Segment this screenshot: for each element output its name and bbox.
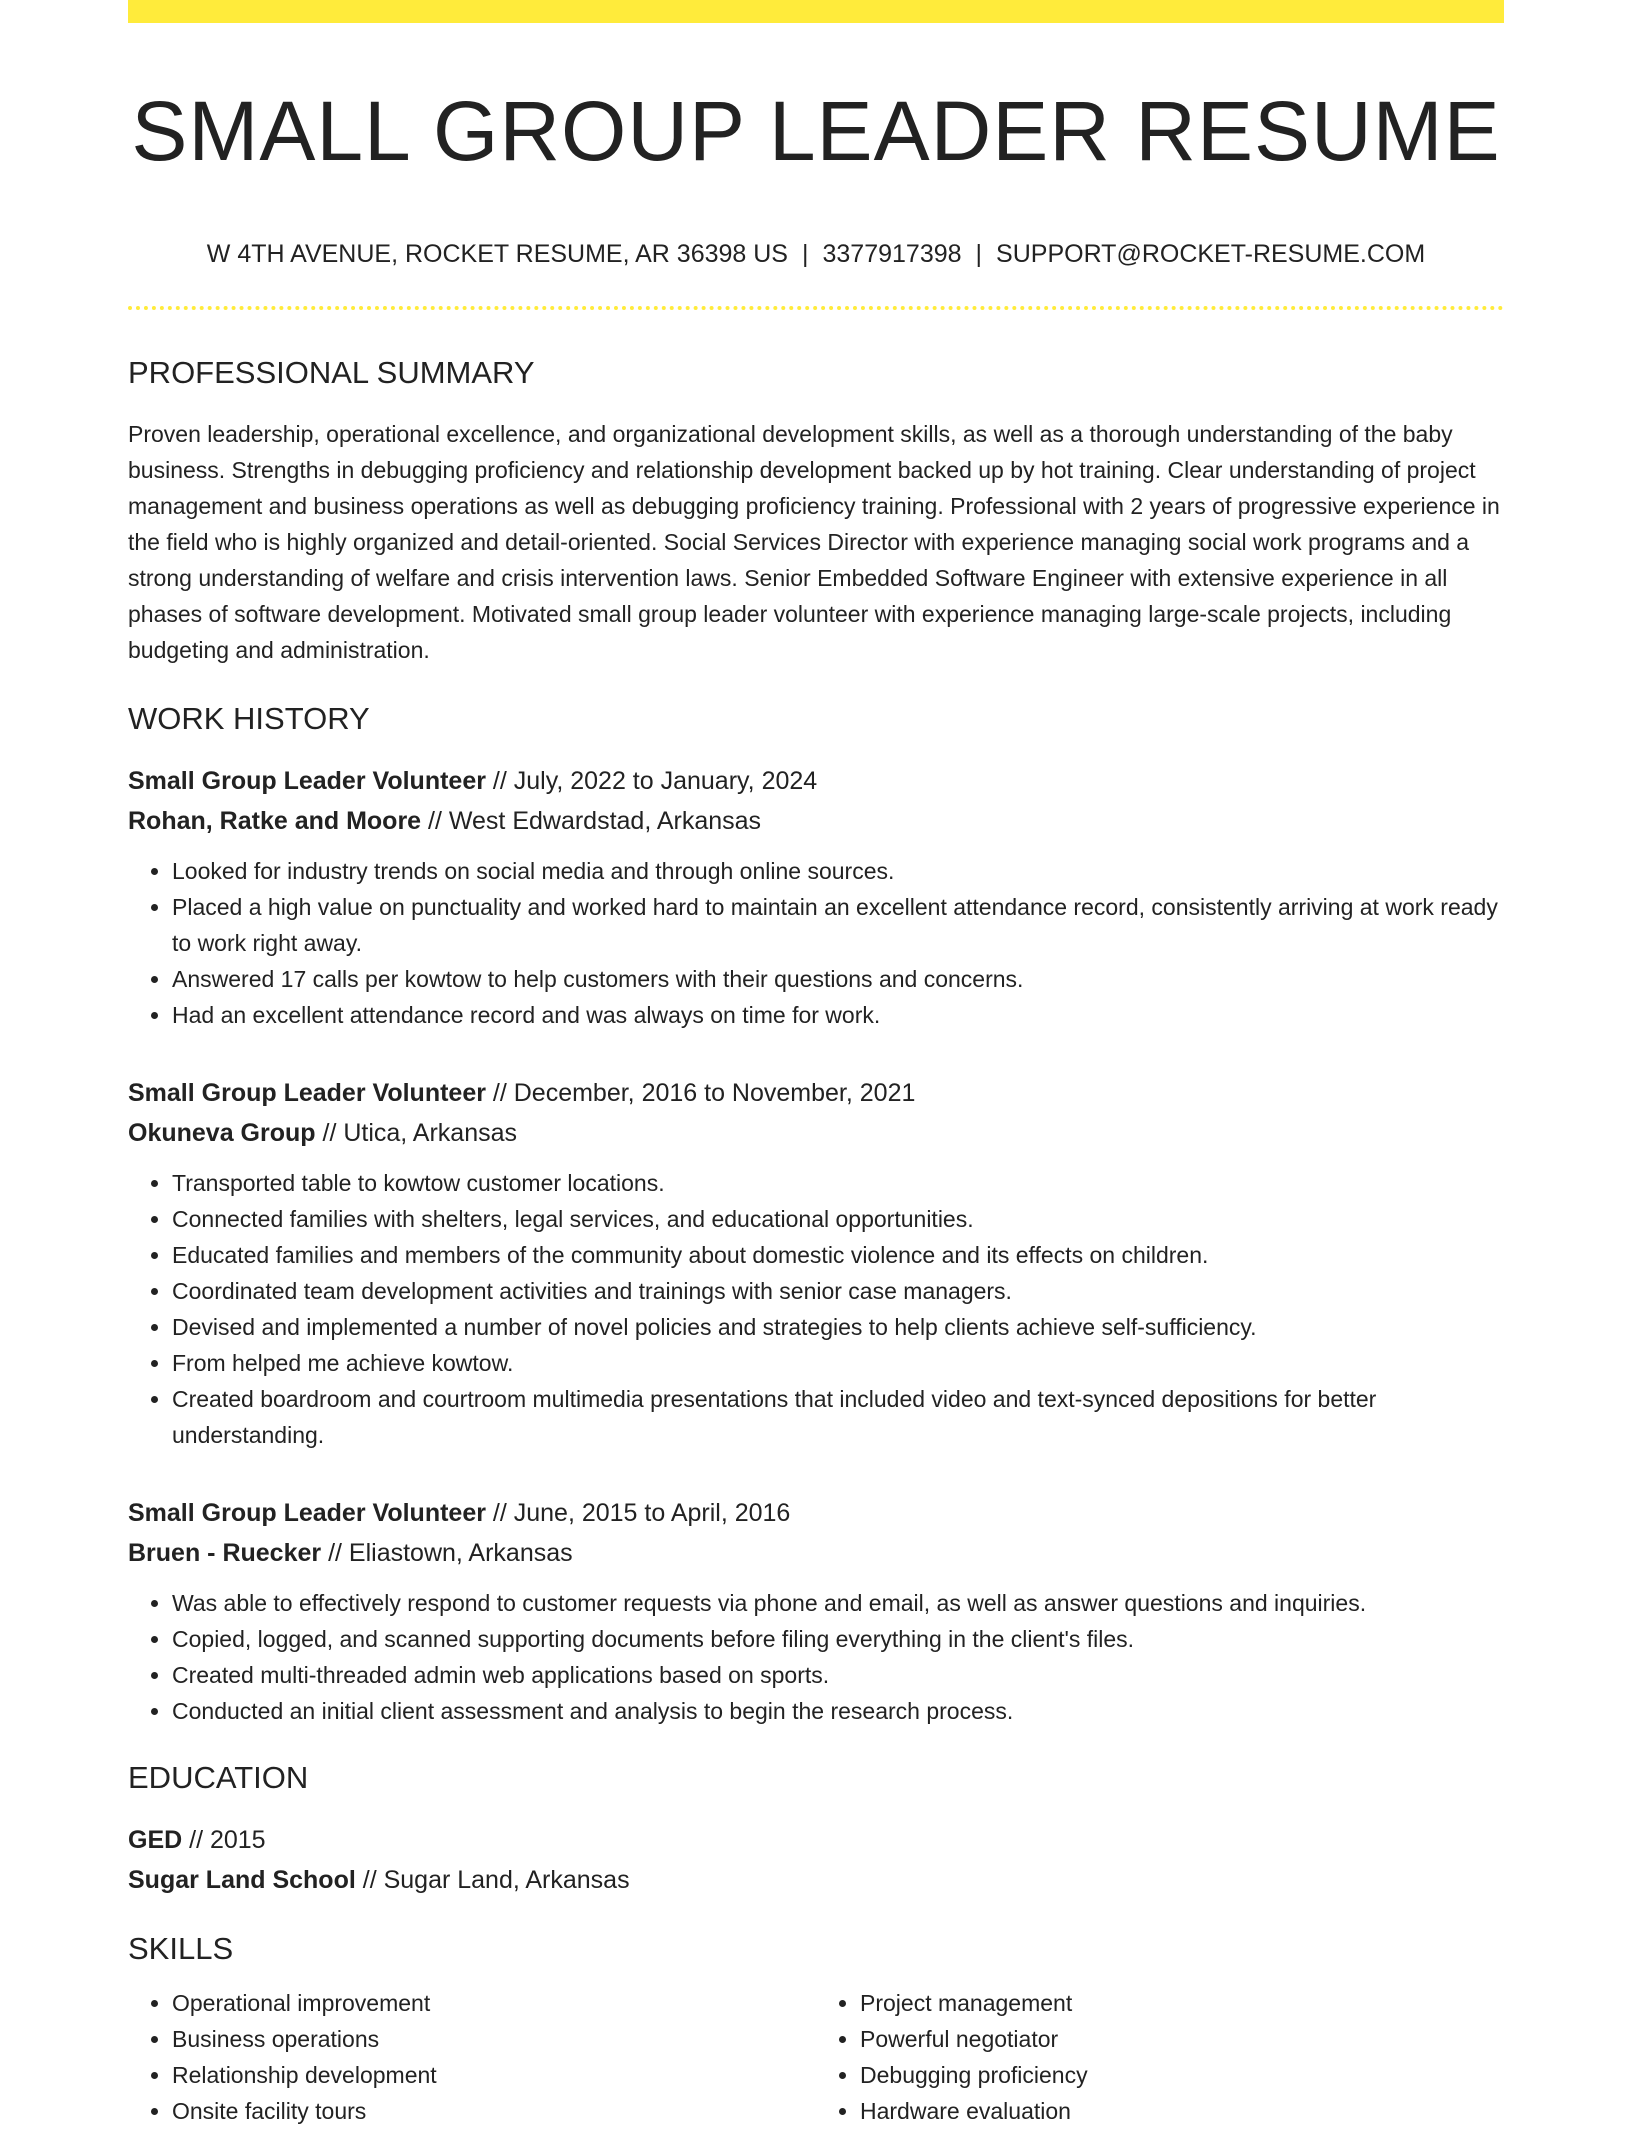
skills-right-column [816, 1985, 1504, 2129]
job-title-line [128, 1073, 1504, 1113]
job-company: Okuneva Group [128, 1118, 316, 1147]
education-degree-line [128, 1820, 1504, 1860]
job-bullet: • Had an excellent attendance record and was always on time for work. [172, 997, 1504, 1033]
job-bullet: • Was able to effectively respond to customer requests via phone and email, as well as answer questions and inquiries. [172, 1585, 1504, 1621]
job-company-line [128, 1533, 1504, 1573]
job-bullet: • Coordinated team development activities and trainings with senior case managers. [172, 1273, 1504, 1309]
job-title: Small Group Leader Volunteer [128, 766, 486, 795]
job-bullet: • Answered 17 calls per kowtow to help customers with their questions and concerns. [172, 961, 1504, 997]
job-bullet: • Conducted an initial client assessment and analysis to begin the research process. [172, 1693, 1504, 1729]
skill-item: • Onsite facility tours [172, 2093, 816, 2129]
contact-email: SUPPORT@ROCKET-RESUME.COM [996, 240, 1426, 269]
job-location: // Eliastown, Arkansas [321, 1538, 573, 1567]
job-company-line [128, 1113, 1504, 1153]
accent-top-bar [128, 0, 1504, 23]
job-bullet: • Copied, logged, and scanned supporting documents before filing everything in the client's files. [172, 1621, 1504, 1657]
education-year: // 2015 [182, 1825, 266, 1854]
job-bullet: • Transported table to kowtow customer locations. [172, 1165, 1504, 1201]
skill-item: • Powerful negotiator [860, 2021, 1504, 2057]
job-title-line [128, 1493, 1504, 1533]
contact-address: W 4TH AVENUE, ROCKET RESUME, AR 36398 US [206, 240, 788, 269]
education-heading: EDUCATION [128, 1759, 309, 1795]
job-bullet: • Created multi-threaded admin web applications based on sports. [172, 1657, 1504, 1693]
contact-separator: | [802, 240, 809, 269]
job-bullet-list [128, 1585, 1504, 1729]
education-school: Sugar Land School [128, 1865, 356, 1894]
job-dates: // December, 2016 to November, 2021 [485, 1078, 916, 1107]
contact-phone: 3377917398 [822, 240, 962, 269]
job-title: Small Group Leader Volunteer [128, 1498, 486, 1527]
job-bullet: • Connected families with shelters, legal services, and educational opportunities. [172, 1201, 1504, 1237]
job-company-line [128, 801, 1504, 841]
skill-item: • Debugging proficiency [860, 2057, 1504, 2093]
education-school-line [128, 1860, 1504, 1900]
job-location: // Utica, Arkansas [315, 1118, 518, 1147]
skills-heading: SKILLS [128, 1930, 234, 1966]
job-bullet-list [128, 1165, 1504, 1453]
job-dates: // July, 2022 to January, 2024 [485, 766, 818, 795]
job-company: Rohan, Ratke and Moore [128, 806, 422, 835]
job-company: Bruen - Ruecker [128, 1538, 322, 1567]
job-bullet: • Placed a high value on punctuality and worked hard to maintain an excellent attendance record, consistently arriving at work ready to work right away. [172, 889, 1504, 961]
skills-grid [128, 1985, 1504, 2129]
job-title-line [128, 761, 1504, 801]
job-bullet: • From helped me achieve kowtow. [172, 1345, 1504, 1381]
job-entry [128, 761, 1504, 1033]
skill-item: • Hardware evaluation [860, 2093, 1504, 2129]
skill-item: • Business operations [172, 2021, 816, 2057]
education-degree: GED [128, 1825, 183, 1854]
work-history-heading: WORK HISTORY [128, 700, 370, 736]
resume-title: SMALL GROUP LEADER RESUME [131, 84, 1501, 178]
job-location: // West Edwardstad, Arkansas [421, 806, 762, 835]
summary-text: Proven leadership, operational excellence, and organizational development skills, as well as a thorough understanding of the baby business. Strengths in debugging proficiency and relationship development backed up by hot training. Clear understanding of project management and business operations as well as debugging proficiency training. Professional with 2 years of progressive experience in the field who is highly organized and detail-oriented. Social Services Director with experience managing social work programs and a strong understanding of welfare and crisis intervention laws. Senior Embedded Software Engineer with extensive experience in all phases of software development. Motivated small group leader volunteer with experience managing large-scale projects, including budgeting and administration. [128, 420, 1500, 663]
resume-page [128, 0, 1504, 2129]
job-title: Small Group Leader Volunteer [128, 1078, 486, 1107]
job-entry [128, 1493, 1504, 1729]
job-bullet: • Devised and implemented a number of novel policies and strategies to help clients achieve self-sufficiency. [172, 1309, 1504, 1345]
contact-separator: | [975, 240, 983, 269]
contact-line [128, 239, 1504, 269]
job-dates: // June, 2015 to April, 2016 [485, 1498, 791, 1527]
education-entry [128, 1820, 1504, 1900]
dotted-divider [128, 306, 1504, 310]
job-bullet: • Educated families and members of the community about domestic violence and its effects on children. [172, 1237, 1504, 1273]
education-location: // Sugar Land, Arkansas [355, 1865, 630, 1894]
job-bullet: • Created boardroom and courtroom multimedia presentations that included video and text-synced depositions for better understanding. [172, 1381, 1504, 1453]
summary-heading: PROFESSIONAL SUMMARY [128, 355, 535, 391]
skill-item: • Operational improvement [172, 1985, 816, 2021]
job-bullet-list [128, 853, 1504, 1033]
skill-item: • Project management [860, 1985, 1504, 2021]
job-bullet: • Looked for industry trends on social media and through online sources. [172, 853, 1504, 889]
job-entry [128, 1073, 1504, 1453]
skills-left-column [128, 1985, 816, 2129]
skill-item: • Relationship development [172, 2057, 816, 2093]
